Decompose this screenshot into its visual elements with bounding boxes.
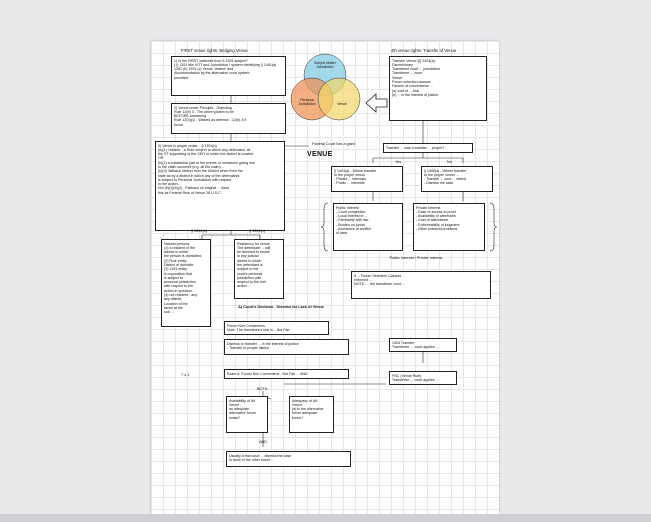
side-note: ? 4.1 (181, 373, 190, 377)
residency-box: Residency for venue The defendant ... will be deemed to reside in any judicial district in which the defendant is subject to the court's personal jurisdiction with respect to the civil action ... (234, 239, 284, 299)
transfer-proper-question-box: Transfer ... was a transfer ... proper? (383, 143, 473, 153)
natural-persons-box: Natural persons (1) a resident of the district in which the person is domiciled; (2) Rule entity - District of domicile; (3) 1391 entity A corporation that is subject to personal jurisdiction with respect to the action in question (4) not resident - any any district; Location of the factor at the suit ... (161, 239, 211, 327)
usually-dismiss-box: Usually a trial court ... dismiss the case in favor of the other forum... (226, 451, 351, 467)
yes-label: Yes (395, 160, 402, 164)
dismiss-or-transfer-box: Dismiss or transfer ... in the interest of justice - Transfer to proper district (224, 339, 349, 355)
both-label: BOTH (257, 387, 268, 391)
availability-alt-venue-box: Availability of Alt Venue - an adequate alternative forum exists? (226, 396, 268, 433)
federal-court-question: Federal Court has a giant (312, 142, 355, 146)
section-1391c-label: § 1391(c) (249, 229, 266, 233)
public-interest-box: Public Interest - Court congestion - Local interest in ... - Familiarity with law - Burden on jurors - Avoidance of conflict of laws (333, 203, 403, 251)
hollow-arrow-icon (366, 94, 387, 112)
bottom-scrollbar[interactable] (0, 514, 651, 522)
step-2-box: 2) Venue under Principle - Objecting Rule 12(b) 3 - The other system to be BEFORE answering Rule 12(h)(1) - Waived as defense - 12(b) 3 if found (171, 103, 286, 134)
section-1406a-box: § 1406(a) - Where transfer to the proper venue ... - Transfer ... cure ... defect - Dismiss the case (421, 166, 493, 192)
right-column-header: 4th venue rights: Transfer of Venue (391, 48, 457, 53)
section-1404a-box: § 1404(a) - Where transfer to the proper venue - Private ... interests - Public ... interests (331, 166, 403, 192)
section-1391b-label: § 1391(b) (191, 229, 208, 233)
venn-venue-circle (318, 78, 360, 120)
venn-top-label: Subject Matter Jurisdiction (314, 61, 336, 70)
1404-transfer-box: 1404 Transfer Transferee ... court applies ... (389, 338, 457, 352)
fnc-venue-rule-box: FNC (Venue Rule) Transferee ... court applies ... (389, 371, 457, 385)
forum-selection-clause-box: If ... Forum Selection Clauses ... enforced ... NOTE: ... the transferee court ... (351, 271, 491, 299)
forum-section-title: A) Court's Decision - Dismiss for Lack of Venue (238, 305, 324, 309)
transfer-venue-box: Transfer Venue §§ 1404(a) Discretionary Transferee court ... jurisdiction Transferee ... court Venue Forum selection clauses Factors of convenience ... (a) cost of ... trial (b) ... in the interest of justice (389, 56, 487, 121)
venn-left-label: Personal Jurisdiction (298, 98, 316, 107)
private-interest-box: Private Interest - Ease of access to proof - Availability of witnesses - Cost of attendance - Enforceability of judgment - Other practical problems (413, 203, 485, 251)
page-title: VENUE (307, 151, 333, 158)
no-label: No (447, 160, 452, 164)
step-1-box: 1) Is the FIRST outbreak from 5 1391 subject? (1) 1391 title VOT and Jurisdiction? system identifying § 1441(a) 1391 (b) 1391 (c) Venue 'Vested' and Accommodation by the alternative court system provided. (171, 56, 286, 96)
and-label: AND (259, 440, 268, 444)
document-page (151, 41, 499, 514)
forum-non-conveniens-box: Forum Non Conveniens Note: The transferee's test is... Not Fair (224, 321, 329, 335)
adequacy-alt-venue-box: Adequacy of Alt Venue - (a) is the alternative forum adequate forum? (289, 396, 334, 433)
interest-caption: Public Interest / Private Interest (389, 256, 443, 260)
left-column-header: FIRST venue rights: Bridging Venue (181, 48, 248, 53)
exam-a-box: Exam A. Forum Non Conveniens - Not Fair ... AND (224, 369, 349, 379)
step-3-box: 3) Venue is proper under... § 1391(b) (b)(1) 'resides' - a Rule subject to which any defendant, all the ST supporting of the 1391 to which the district is located OR (b)(2) a substantial part of the events or omissions giving rise to the claim occurred (e.g. all the claim)... (b)(3) 'fallback' district from the District when from the state as by a district in which any of the defendants is subject to Personal Jurisdiction with respect to the action... Not (b)(1)(b)(2) - Fallback on original ... does this as Federal Rule of Venue 28 U.S.C. (155, 141, 285, 231)
venn-right-label: Venue (337, 102, 347, 106)
